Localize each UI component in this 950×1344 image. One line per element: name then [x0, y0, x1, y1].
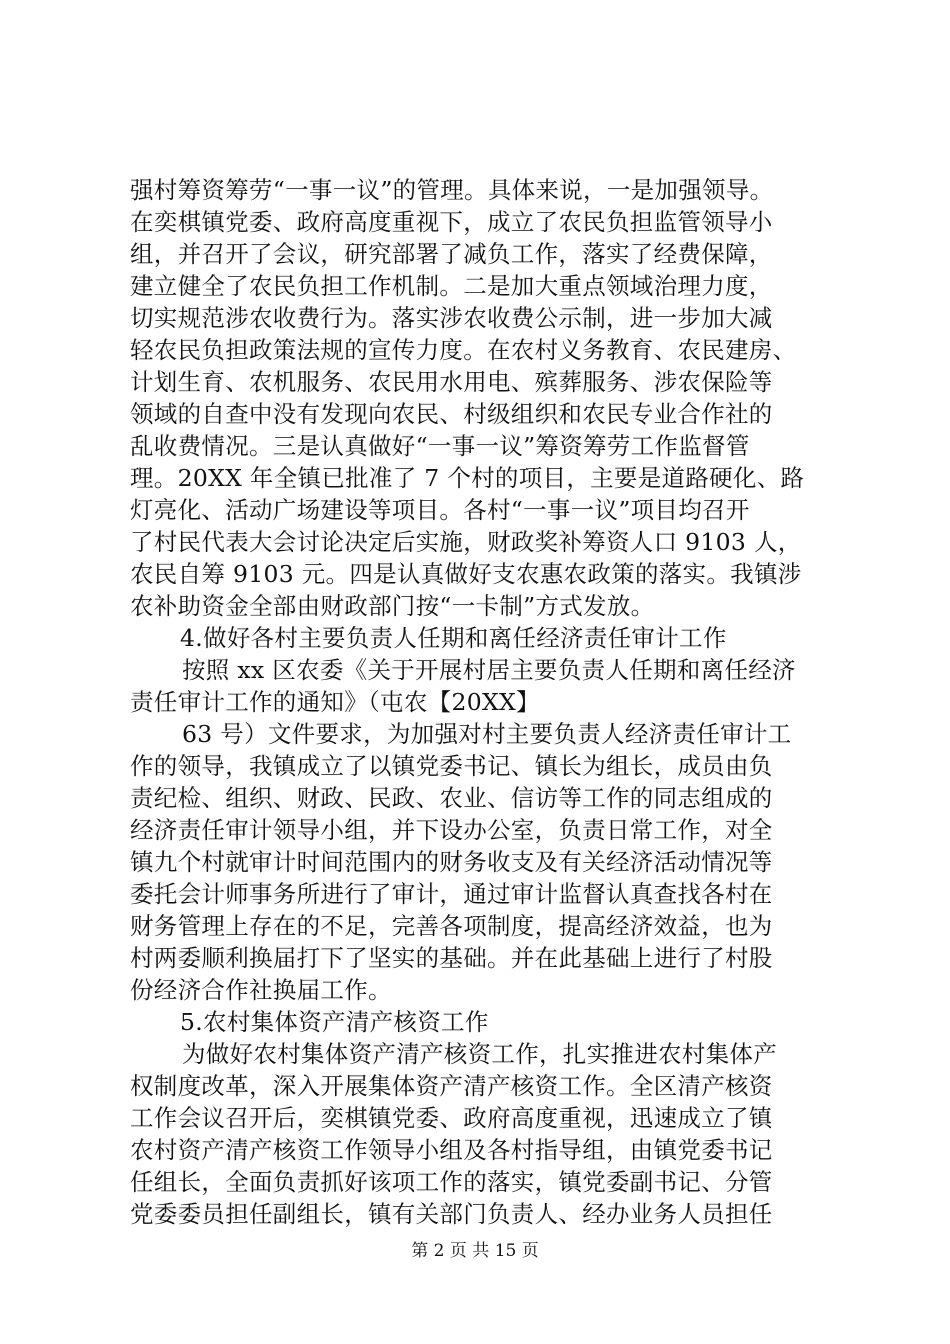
paragraph-line: 灯亮化、活动广场建设等项目。各村“一事一议”项目均召开	[130, 496, 750, 524]
paragraph-line: 委托会计师事务所进行了审计，通过审计监督认真查找各村在	[130, 880, 773, 908]
paragraph-line: 组，并召开了会议，研究部署了减负工作，落实了经费保障，	[130, 240, 773, 268]
section-heading: 4.做好各村主要负责人任期和离任经济责任审计工作	[180, 624, 727, 652]
paragraph-line: 镇九个村就审计时间范围内的财务收支及有关经济活动情况等	[130, 848, 773, 876]
paragraph-line: 计划生育、农机服务、农民用水用电、殡葬服务、涉农保险等	[130, 368, 773, 396]
paragraph-line: 为做好农村集体资产清产核资工作，扎实推进农村集体产	[182, 1040, 777, 1068]
paragraph-line: 强村筹资筹劳“一事一议”的管理。具体来说，一是加强领导。	[130, 176, 774, 204]
paragraph-line: 在奕棋镇党委、政府高度重视下，成立了农民负担监管领导小	[130, 208, 773, 236]
paragraph-line: 理。20XX 年全镇已批准了 7 个村的项目，主要是道路硬化、路	[130, 464, 805, 492]
paragraph-line: 工作会议召开后，奕棋镇党委、政府高度重视，迅速成立了镇	[130, 1104, 773, 1132]
page-footer: 第 2 页 共 15 页	[411, 1241, 539, 1261]
paragraph-line: 63 号）文件要求，为加强对村主要负责人经济责任审计工	[182, 720, 792, 748]
paragraph-line: 财务管理上存在的不足，完善各项制度，提高经济效益，也为	[130, 912, 773, 940]
paragraph-line: 农村资产清产核资工作领导小组及各村指导组，由镇党委书记	[130, 1136, 773, 1164]
paragraph-line: 作的领导，我镇成立了以镇党委书记、镇长为组长，成员由负	[130, 752, 773, 780]
paragraph-line: 党委委员担任副组长，镇有关部门负责人、经办业务人员担任	[130, 1200, 773, 1228]
paragraph-line: 农民自筹 9103 元。四是认真做好支农惠农政策的落实。我镇涉	[130, 560, 802, 588]
paragraph-line: 责任审计工作的通知》（屯农【20XX】	[130, 688, 540, 716]
paragraph-line: 村两委顺利换届打下了坚实的基础。并在此基础上进行了村股	[130, 944, 773, 972]
paragraph-line: 乱收费情况。三是认真做好“一事一议”筹资筹劳工作监督管	[130, 432, 750, 460]
paragraph-line: 份经济合作社换届工作。	[130, 976, 392, 1004]
paragraph-line: 经济责任审计领导小组，并下设办公室，负责日常工作，对全	[130, 816, 773, 844]
section-heading: 5.农村集体资产清产核资工作	[180, 1008, 489, 1036]
paragraph-line: 轻农民负担政策法规的宣传力度。在农村义务教育、农民建房、	[130, 336, 797, 364]
paragraph-line: 责纪检、组织、财政、民政、农业、信访等工作的同志组成的	[130, 784, 773, 812]
paragraph-line: 按照 xx 区农委《关于开展村居主要负责人任期和离任经济	[182, 656, 796, 684]
paragraph-line: 农补助资金全部由财政部门按“一卡制”方式发放。	[130, 592, 655, 620]
paragraph-line: 领域的自查中没有发现向农民、村级组织和农民专业合作社的	[130, 400, 773, 428]
paragraph-line: 切实规范涉农收费行为。落实涉农收费公示制，进一步加大减	[130, 304, 773, 332]
paragraph-line: 建立健全了农民负担工作机制。二是加大重点领域治理力度，	[130, 272, 773, 300]
paragraph-line: 权制度改革，深入开展集体资产清产核资工作。全区清产核资	[130, 1072, 773, 1100]
paragraph-line: 任组长，全面负责抓好该项工作的落实，镇党委副书记、分管	[130, 1168, 773, 1196]
paragraph-line: 了村民代表大会讨论决定后实施，财政奖补筹资人口 9103 人，	[130, 528, 802, 556]
